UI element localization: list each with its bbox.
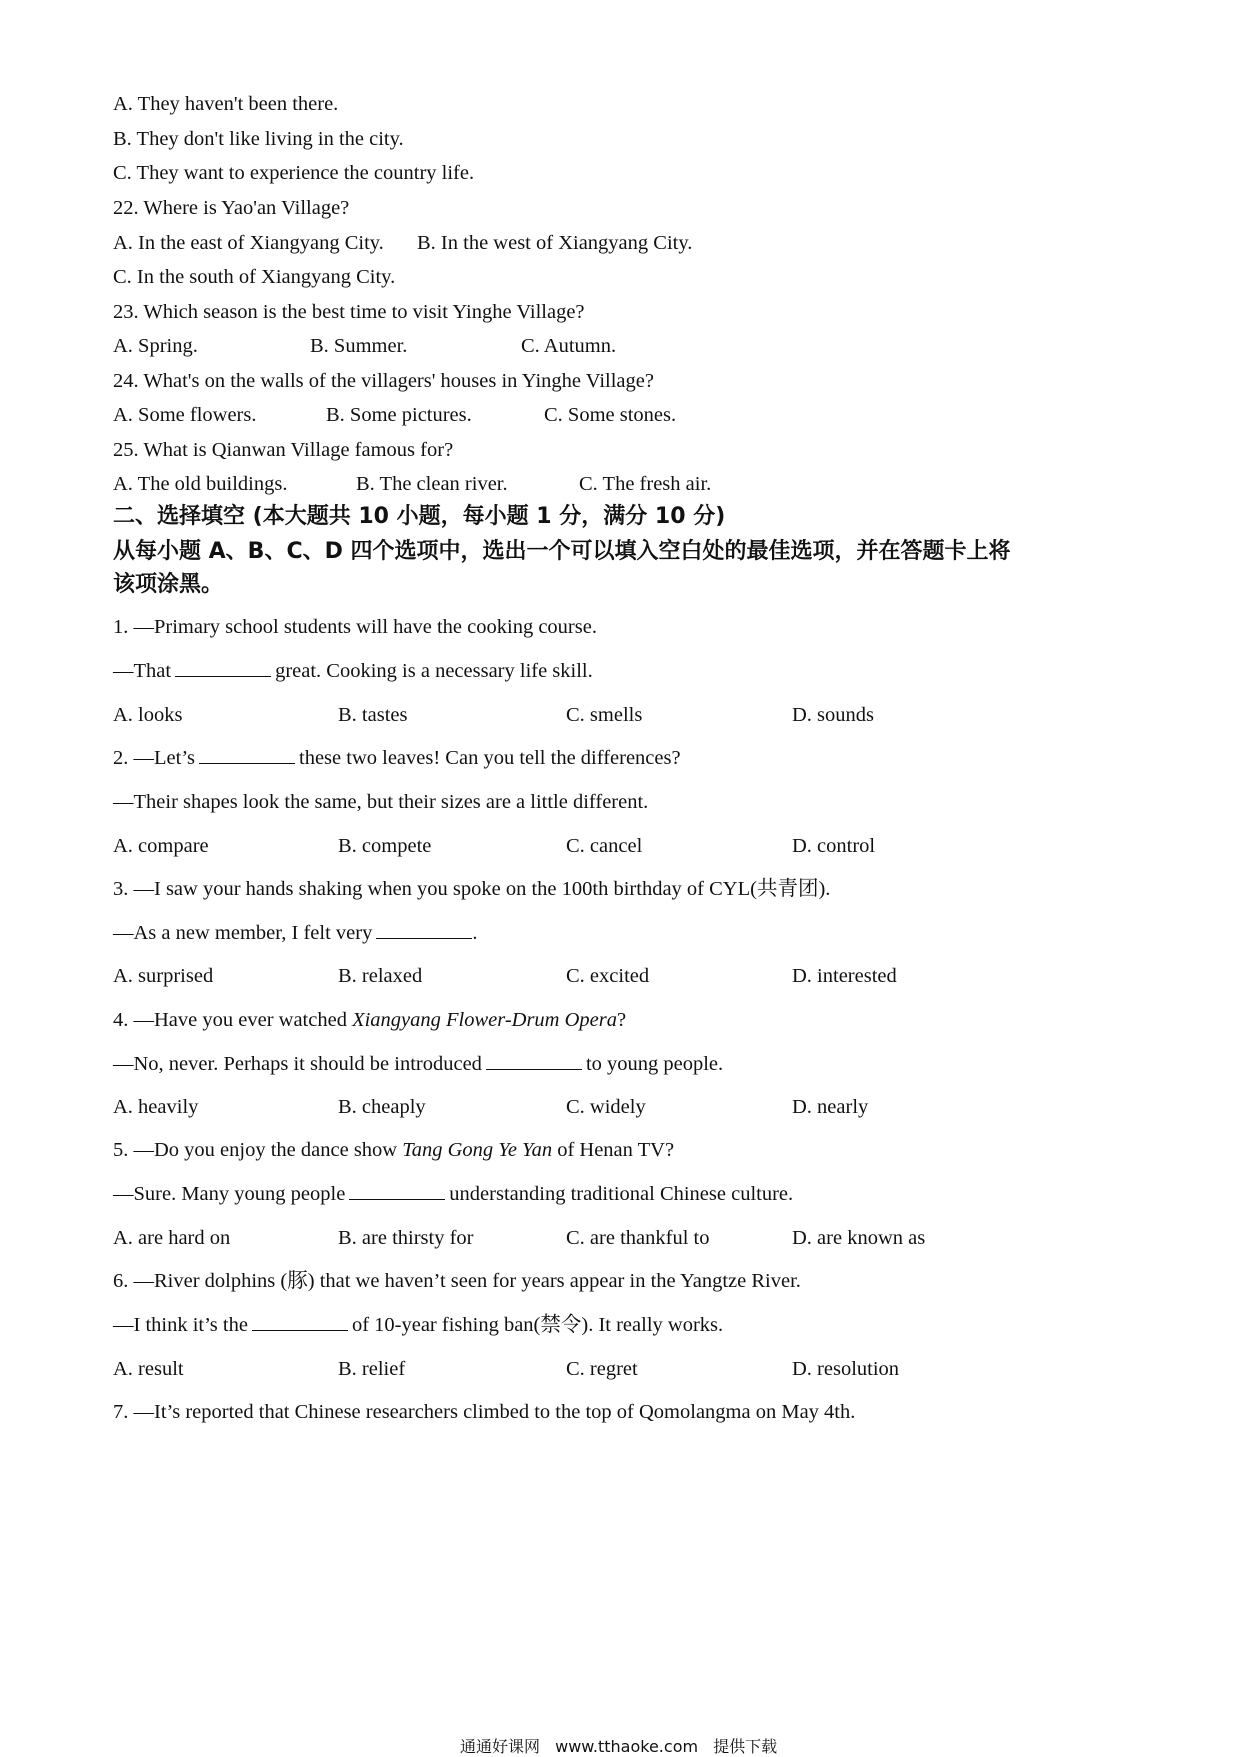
mc3-options: [113, 963, 1123, 989]
mc5-line1: 5. —Do you enjoy the dance show Tang Gong Ye Yan of Henan TV?: [113, 1139, 675, 1161]
mc3-option-b: B. relaxed: [338, 965, 423, 987]
q23-option-c: C. Autumn.: [521, 335, 617, 357]
q21-option-b: B. They don't like living in the city.: [113, 128, 404, 150]
q24-stem: 24. What's on the walls of the villagers' houses in Yinghe Village?: [113, 370, 654, 392]
answer-blank: [376, 920, 472, 939]
mc1-option-d: D. sounds: [792, 704, 875, 726]
mc3-line2: —As a new member, I felt very .: [113, 922, 478, 944]
mc5-line2: —Sure. Many young people understanding traditional Chinese culture.: [113, 1183, 794, 1205]
mc7-line1: 7. —It’s reported that Chinese researchers climbed to the top of Qomolangma on May 4th.: [113, 1401, 856, 1423]
mc6-option-b: B. relief: [338, 1358, 406, 1380]
q24-option-b: B. Some pictures.: [326, 404, 472, 426]
mc4-option-d: D. nearly: [792, 1096, 869, 1118]
mc3-option-a: A. surprised: [113, 965, 214, 987]
mc3-option-d: D. interested: [792, 965, 897, 987]
mc2-line2: —Their shapes look the same, but their sizes are a little different.: [113, 791, 649, 813]
show-title: Tang Gong Ye Yan: [402, 1139, 553, 1161]
q25-stem: 25. What is Qianwan Village famous for?: [113, 439, 454, 461]
q22-option-a: A. In the east of Xiangyang City.: [113, 232, 384, 254]
mc6-option-c: C. regret: [566, 1358, 638, 1380]
mc2-option-c: C. cancel: [566, 835, 643, 857]
footer-url[interactable]: www.tthaoke.com: [555, 1737, 699, 1756]
q25-option-b: B. The clean river.: [356, 473, 508, 495]
mc2-options: [113, 833, 1123, 859]
mc6-line2: —I think it’s the of 10-year fishing ban(禁令). It really works.: [113, 1314, 724, 1336]
mc2-line1: 2. —Let’s these two leaves! Can you tell the differences?: [113, 747, 681, 769]
mc3-line1: 3. —I saw your hands shaking when you spoke on the 100th birthday of CYL(共青团).: [113, 878, 831, 900]
mc4-options: [113, 1094, 1123, 1120]
q25-option-a: A. The old buildings.: [113, 473, 288, 495]
q24-option-a: A. Some flowers.: [113, 404, 257, 426]
section2-instruction-line2: 该项涂黑。: [113, 572, 224, 597]
mc2-option-d: D. control: [792, 835, 876, 857]
footer-tail: 提供下载: [713, 1737, 778, 1756]
q25-option-c: C. The fresh air.: [579, 473, 712, 495]
mc5-option-d: D. are known as: [792, 1227, 926, 1249]
q23-options: [113, 333, 1123, 359]
q22-option-c: C. In the south of Xiangyang City.: [113, 266, 396, 288]
mc1-option-a: A. looks: [113, 704, 183, 726]
answer-blank: [486, 1051, 582, 1070]
mc1-line1: 1. —Primary school students will have the cooking course.: [113, 616, 597, 638]
mc4-line1: 4. —Have you ever watched Xiangyang Flower-Drum Opera?: [113, 1009, 627, 1031]
q22-stem: 22. Where is Yao'an Village?: [113, 197, 350, 219]
answer-blank: [199, 745, 295, 764]
section2-instruction-line1: 从每小题 A、B、C、D 四个选项中，选出一个可以填入空白处的最佳选项，并在答题卡上将: [113, 539, 1011, 564]
footer-site: 通通好课网: [460, 1737, 541, 1756]
mc1-option-b: B. tastes: [338, 704, 408, 726]
mc5-option-b: B. are thirsty for: [338, 1227, 474, 1249]
mc4-option-a: A. heavily: [113, 1096, 199, 1118]
section2-heading: 二、选择填空 (本大题共 10 小题，每小题 1 分，满分 10 分): [113, 504, 726, 529]
answer-blank: [175, 658, 271, 677]
q23-stem: 23. Which season is the best time to visit Yinghe Village?: [113, 301, 585, 323]
answer-blank: [252, 1312, 348, 1331]
mc6-option-d: D. resolution: [792, 1358, 900, 1380]
mc2-option-b: B. compete: [338, 835, 432, 857]
mc5-option-c: C. are thankful to: [566, 1227, 710, 1249]
q24-option-c: C. Some stones.: [544, 404, 677, 426]
q22-option-b: B. In the west of Xiangyang City.: [417, 232, 693, 254]
mc4-option-c: C. widely: [566, 1096, 646, 1118]
answer-blank: [349, 1181, 445, 1200]
mc1-option-c: C. smells: [566, 704, 643, 726]
mc2-option-a: A. compare: [113, 835, 209, 857]
mc6-option-a: A. result: [113, 1358, 184, 1380]
mc5-option-a: A. are hard on: [113, 1227, 231, 1249]
q25-options: [113, 471, 1123, 497]
mc1-options: [113, 702, 1123, 728]
mc6-options: [113, 1356, 1123, 1382]
q21-option-a: A. They haven't been there.: [113, 93, 339, 115]
q24-options: [113, 402, 1123, 428]
mc1-line2: —That great. Cooking is a necessary life skill.: [113, 660, 593, 682]
mc6-line1: 6. —River dolphins (豚) that we haven’t seen for years appear in the Yangtze River.: [113, 1270, 801, 1292]
mc3-option-c: C. excited: [566, 965, 650, 987]
q23-option-a: A. Spring.: [113, 335, 198, 357]
mc4-line2: —No, never. Perhaps it should be introduced to young people.: [113, 1053, 724, 1075]
mc4-option-b: B. cheaply: [338, 1096, 426, 1118]
mc5-options: [113, 1225, 1123, 1251]
opera-title: Xiangyang Flower-Drum Opera: [352, 1009, 617, 1031]
q23-option-b: B. Summer.: [310, 335, 408, 357]
q22-options: [113, 230, 1123, 256]
q21-option-c: C. They want to experience the country life.: [113, 162, 475, 184]
